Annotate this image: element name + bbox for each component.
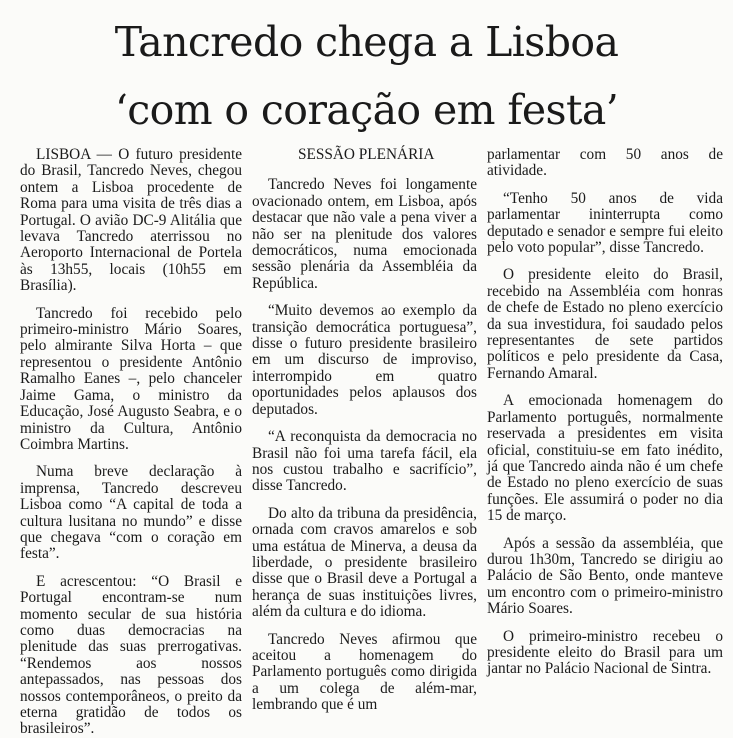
paragraph: Tancredo Neves afirmou que aceitou a homenagem do Parlamento português como dirigida a um colega de além-mar, lembrando que é um bbox=[252, 630, 477, 714]
article-column-2 bbox=[252, 147, 477, 714]
paragraph: “A reconquista da democracia no Brasil não foi uma tarefa fácil, ela nos custou trabalho e sacrifício”, disse Tancredo. bbox=[252, 428, 477, 495]
headline-line-2: ‘com o coração em festa’ bbox=[114, 86, 619, 134]
article-column-1 bbox=[20, 147, 242, 738]
paragraph: A emocionada homenagem do Parlamento português, normalmente reservada a presidentes em visita oficial, constituiu-se em fato inédito, já que Tancredo ainda não é um chefe de Estado no pleno exercício de suas funções. Ele assumirá o poder no dia 15 de março. bbox=[487, 392, 723, 525]
paragraph: E acrescentou: “O Brasil e Portugal encontram-se num momento secular de sua história como duas democracias na plenitude das suas prerrogativas. “Rendemos aos nossos antepassados, nas pessoas dos nossos contemporâneos, o preito da eterna gratidão de todos os brasileiros”. bbox=[20, 572, 242, 738]
paragraph: “Muito devemos ao exemplo da transição democrática portuguesa”, disse o futuro presidente brasileiro em um discurso de improviso, interrompido em quatro oportunidades pelos aplausos dos deputados. bbox=[252, 302, 477, 418]
paragraph: Numa breve declaração à imprensa, Tancredo descreveu Lisboa como “A capital de toda a cultura lusitana no mundo” e disse que chegava “com o coração em festa”. bbox=[20, 463, 242, 563]
paragraph: “Tenho 50 anos de vida parlamentar ininterrupta como deputado e senador e sempre fui eleito pelo voto popular”, disse Tancredo. bbox=[487, 189, 723, 257]
paragraph: Após a sessão da assembléia, que durou 1h30m, Tancredo se dirigiu ao Palácio de São Bento, onde manteve um encontro com o primeiro-ministro Mário Soares. bbox=[487, 534, 723, 618]
paragraph: Do alto da tribuna da presidência, ornada com cravos amarelos e sob uma estátua de Minerva, a deusa da liberdade, o presidente brasileiro disse que o Brasil deve a Portugal a herança de suas instituições livres, além da cultura e do idioma. bbox=[252, 504, 477, 621]
paragraph-continuation: parlamentar com 50 anos de atividade. bbox=[487, 146, 723, 180]
paragraph: Tancredo Neves foi longamente ovacionado ontem, em Lisboa, após destacar que não vale a pena viver a não ser na plenitude dos valores democráticos, numa emocionada sessão plenária da Assembléia da República. bbox=[252, 176, 477, 292]
article-column-3 bbox=[487, 147, 723, 678]
paragraph: Tancredo foi recebido pelo primeiro-ministro Mário Soares, pelo almirante Silva Horta – que representou o presidente Antônio Ramalho Eanes –, pelo chanceler Jaime Gama, o ministro da Educação, José Augusto Seabra, e o ministro da Cultura, Antônio Coimbra Martins. bbox=[20, 304, 242, 453]
paragraph: LISBOA — O futuro presidente do Brasil, Tancredo Neves, chegou ontem a Lisboa procedente de Roma para uma visita de três dias a Portugal. O avião DC-9 Alitália que levava Tancredo aterrissou no Aeroporto Internacional de Portela às 13h55, locais (10h55 em Brasília). bbox=[20, 146, 242, 295]
section-subheading: SESSÃO PLENÁRIA bbox=[298, 146, 435, 163]
headline-line-1: Tancredo chega a Lisboa bbox=[114, 18, 619, 66]
paragraph: O primeiro-ministro recebeu o presidente eleito do Brasil para um jantar no Palácio Nacional de Sintra. bbox=[487, 627, 723, 678]
paragraph: O presidente eleito do Brasil, recebido na Assembléia com honras de chefe de Estado no pleno exercício da sua investidura, foi saudado pelos representantes de sete partidos políticos e pelo presidente da Casa, Fernando Amaral. bbox=[487, 266, 723, 382]
